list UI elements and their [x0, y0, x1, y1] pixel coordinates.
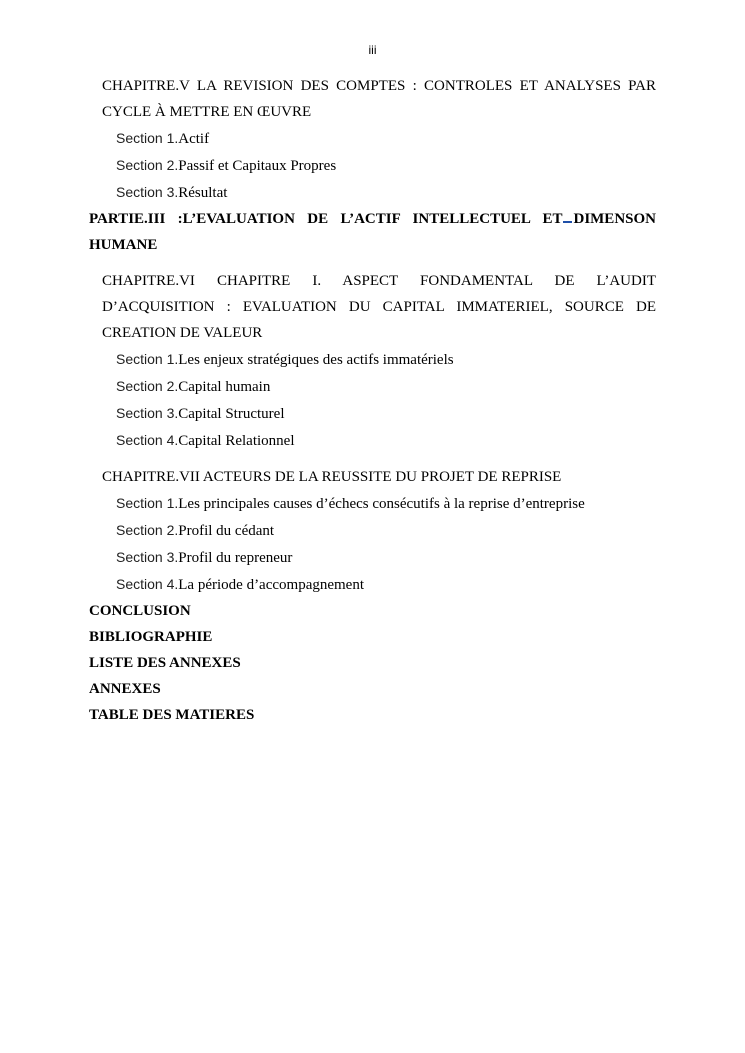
section-label: Section 4. — [116, 576, 179, 592]
toc-section-entry[interactable] — [116, 517, 656, 544]
toc-section-entry[interactable] — [116, 571, 656, 598]
toc-section-entry[interactable] — [116, 544, 656, 571]
part-3-title-line-2[interactable]: HUMANE — [89, 237, 158, 253]
section-label: Section 1. — [116, 351, 179, 367]
section-title: La période d’accompagnement — [178, 577, 365, 593]
section-title: Capital humain — [178, 379, 271, 395]
toc-section-entry[interactable] — [116, 373, 656, 400]
section-label: Section 2. — [116, 522, 179, 538]
section-title: Actif — [178, 131, 210, 147]
part-3-title-text-end: DIMENSON — [573, 211, 656, 227]
toc-section-entry[interactable] — [116, 490, 656, 517]
section-label: Section 2. — [116, 157, 179, 173]
spacer — [89, 258, 656, 268]
page-number: iii — [368, 43, 377, 57]
chapter-6-title-line-1[interactable]: CHAPITRE.VI CHAPITRE I. ASPECT FONDAMENTAL DE L’AUDIT — [102, 273, 656, 289]
toc-section-entry[interactable] — [116, 125, 656, 152]
toc-section-entry[interactable] — [116, 179, 656, 206]
toc-section-entry[interactable] — [116, 427, 656, 454]
toc-entry-liste-des-annexes[interactable]: LISTE DES ANNEXES — [89, 655, 241, 671]
text-cursor-mark — [563, 221, 572, 223]
section-label: Section 3. — [116, 405, 179, 421]
toc-entry-conclusion[interactable]: CONCLUSION — [89, 603, 191, 619]
part-3-title-text: PARTIE.III :L’EVALUATION DE L’ACTIF INTELLECTUEL ET — [89, 211, 563, 227]
toc-section-entry[interactable] — [116, 346, 656, 373]
chapter-6-title-line-3[interactable]: CREATION DE VALEUR — [102, 325, 263, 341]
spacer — [89, 454, 656, 464]
chapter-5-title-line-2[interactable]: CYCLE À METTRE EN ŒUVRE — [102, 104, 312, 120]
section-title: Les principales causes d’échecs consécutifs à la reprise d’entreprise — [178, 496, 585, 512]
section-title: Résultat — [178, 185, 228, 201]
toc-section-entry[interactable] — [116, 400, 656, 427]
chapter-6-title-line-2[interactable]: D’ACQUISITION : EVALUATION DU CAPITAL IMMATERIEL, SOURCE DE — [102, 299, 656, 315]
section-title: Capital Structurel — [178, 406, 285, 422]
chapter-5-title-line-1[interactable]: CHAPITRE.V LA REVISION DES COMPTES : CONTROLES ET ANALYSES PAR — [102, 78, 656, 94]
toc-section-entry[interactable] — [116, 152, 656, 179]
section-title: Capital Relationnel — [178, 433, 295, 449]
section-label: Section 3. — [116, 549, 179, 565]
section-title: Les enjeux stratégiques des actifs immatériels — [178, 352, 454, 368]
section-label: Section 3. — [116, 184, 179, 200]
chapter-7-title-line-1[interactable]: CHAPITRE.VII ACTEURS DE LA REUSSITE DU PROJET DE REPRISE — [102, 469, 562, 485]
section-label: Section 1. — [116, 130, 179, 146]
section-label: Section 1. — [116, 495, 179, 511]
section-title: Profil du cédant — [178, 523, 275, 539]
toc-entry-bibliographie[interactable]: BIBLIOGRAPHIE — [89, 629, 213, 645]
section-label: Section 2. — [116, 378, 179, 394]
toc-entry-annexes[interactable]: ANNEXES — [89, 681, 161, 697]
section-title: Profil du repreneur — [178, 550, 293, 566]
table-of-contents — [89, 73, 656, 728]
part-3-title-line-1[interactable] — [89, 206, 656, 232]
toc-entry-table-des-matieres[interactable]: TABLE DES MATIERES — [89, 707, 255, 723]
section-title: Passif et Capitaux Propres — [178, 158, 337, 174]
section-label: Section 4. — [116, 432, 179, 448]
